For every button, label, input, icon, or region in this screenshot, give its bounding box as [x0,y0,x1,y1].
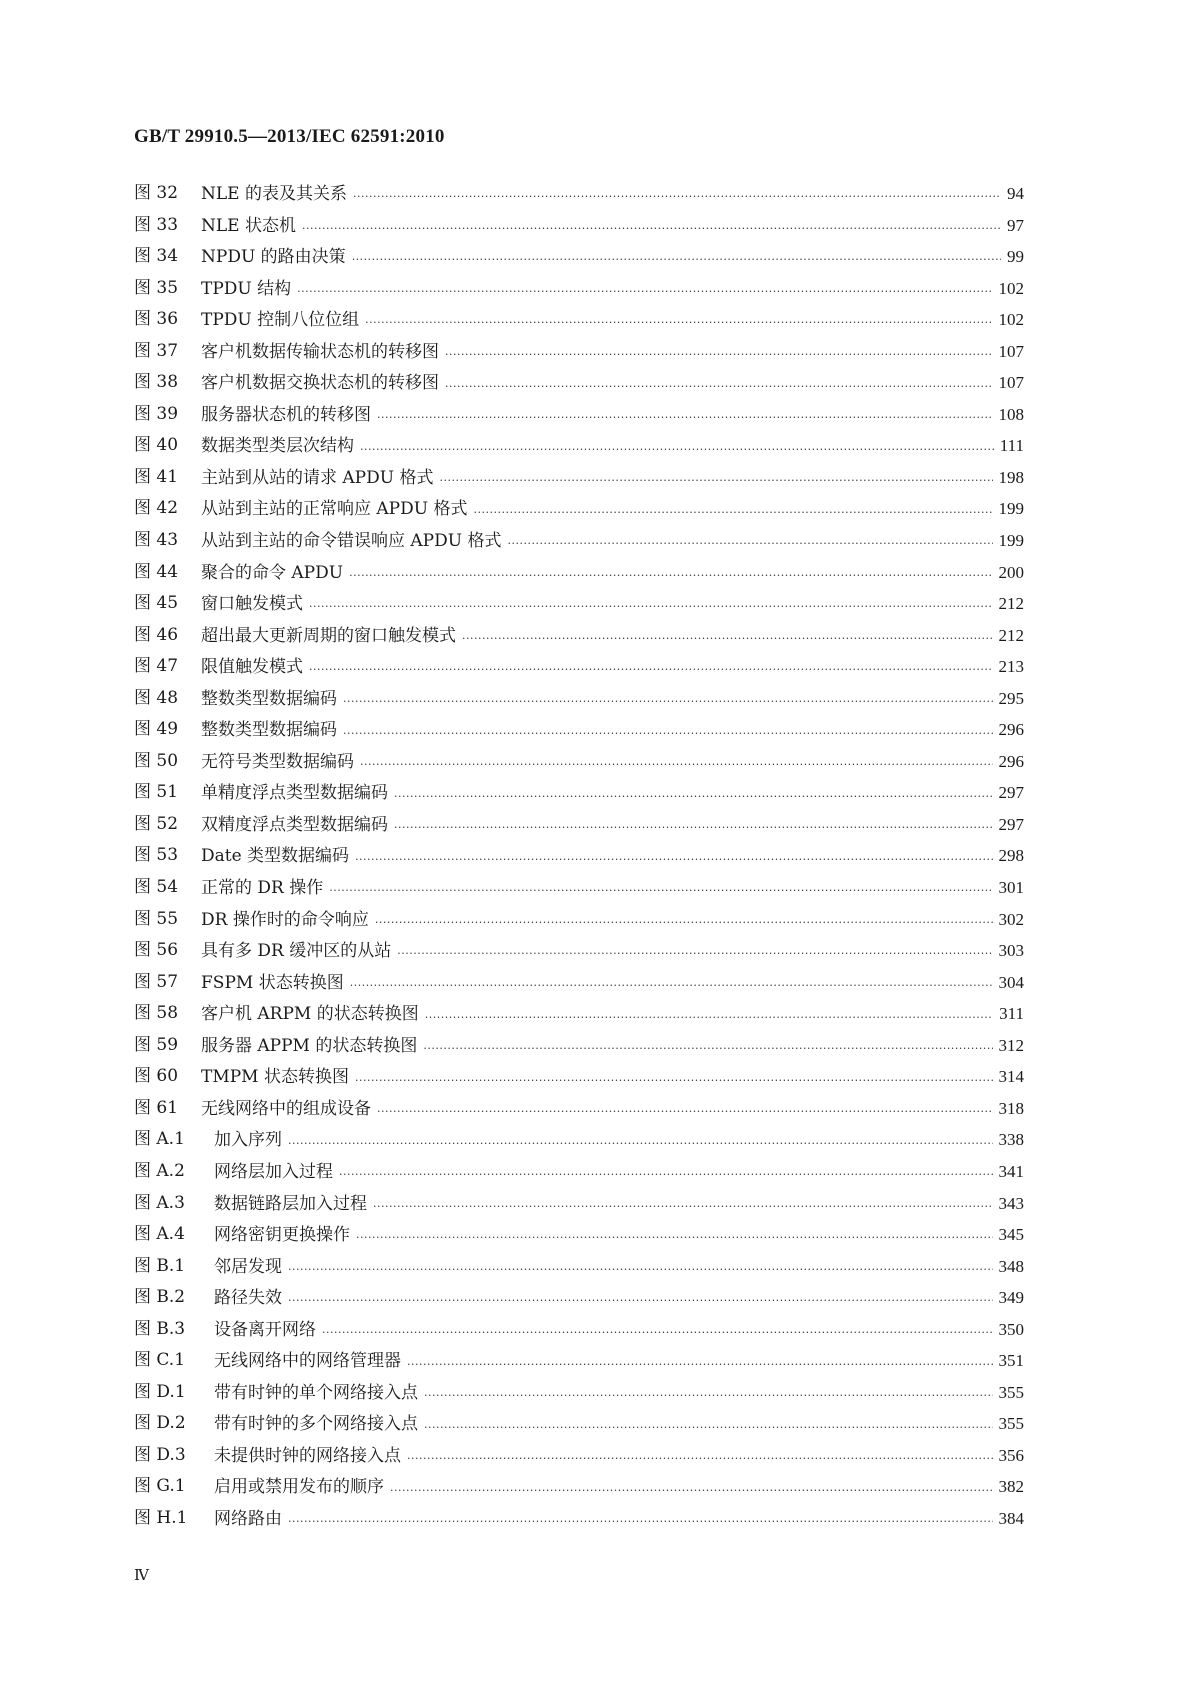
dot-leader [423,1043,992,1055]
entry-title-line [214,1377,1024,1410]
entry-title-line [214,1408,1024,1441]
figure-title: 正常的 DR 操作 [201,878,324,899]
figure-number: 图 40 [134,435,179,456]
dot-leader [407,1453,993,1465]
page-number: 304 [998,972,1024,992]
dot-leader [445,381,993,393]
figure-title: 客户机 ARPM 的状态转换图 [201,1004,419,1025]
page-number: 351 [998,1351,1024,1371]
toc-entry[interactable] [134,714,1024,746]
dot-leader [288,1264,993,1276]
figure-title: 无符号类型数据编码 [201,751,354,772]
figure-title: NLE 的表及其关系 [201,184,347,204]
page-number: 338 [998,1130,1024,1150]
entry-title-line [201,210,1024,243]
page-number: 296 [998,751,1024,771]
toc-entry[interactable] [134,967,1024,999]
entry-title-line [201,651,1024,684]
figure-number: 图 61 [134,1097,179,1118]
entry-title-line [214,1188,1024,1221]
dot-leader [288,1295,993,1307]
figure-title: 数据类型类层次结构 [201,436,354,457]
entry-title-line [201,304,1024,337]
figure-title: 启用或禁用发布的顺序 [214,1477,384,1498]
page-number: 199 [998,499,1024,519]
toc-entry[interactable] [134,1503,1024,1535]
entry-title-line [201,525,1024,558]
figure-title: 限值触发模式 [201,657,303,678]
page-number: 341 [998,1161,1024,1181]
toc-entry[interactable] [134,651,1024,683]
figure-number: 图 47 [134,656,179,677]
dot-leader [394,822,993,834]
page-number: 356 [998,1445,1024,1465]
page-number: 303 [998,941,1024,961]
entry-title-line [214,1219,1024,1252]
figure-title: 网络密钥更换操作 [214,1225,350,1246]
toc-entry[interactable] [134,1124,1024,1156]
toc-entry[interactable] [134,1251,1024,1283]
entry-title-line [214,1251,1024,1284]
toc-entry[interactable] [134,809,1024,841]
dot-leader [356,1232,993,1244]
entry-title-line [201,336,1024,369]
page-number: 200 [998,562,1024,582]
figure-number: 图 56 [134,940,179,961]
figure-number: 图 C.1 [134,1350,186,1371]
entry-title-line [201,809,1024,842]
figure-title: 无线网络中的网络管理器 [214,1351,401,1372]
figure-number: 图 36 [134,309,179,330]
figure-title: 客户机数据传输状态机的转移图 [201,341,439,362]
figure-title: DR 操作时的命令响应 [201,909,369,930]
entry-title-line [201,367,1024,400]
figure-number: 图 42 [134,498,179,519]
page-number: 384 [998,1508,1024,1528]
dot-leader [462,633,993,645]
page-number: 198 [998,467,1024,487]
entry-title-line [214,1345,1024,1378]
page-number: 302 [998,909,1024,929]
page-number: 213 [998,657,1024,677]
entry-title-line [201,777,1024,810]
page-number: 297 [998,814,1024,834]
entry-title-line [201,935,1024,968]
figure-title: 加入序列 [214,1130,282,1151]
toc-entry[interactable] [134,777,1024,809]
figure-title: 从站到主站的命令错误响应 APDU 格式 [201,531,502,552]
page-number: 355 [998,1414,1024,1434]
dot-leader [507,538,992,550]
page-number: 343 [998,1193,1024,1213]
page-number: 94 [1007,184,1024,203]
page-number: 111 [999,436,1024,456]
toc-entry[interactable] [134,367,1024,399]
figure-number: 图 59 [134,1034,179,1055]
dot-leader [355,854,992,866]
figure-number: 图 41 [134,466,179,487]
figure-title: 具有多 DR 缓冲区的从站 [201,941,392,962]
page-number: 97 [1007,215,1024,235]
dot-leader [322,1327,993,1339]
figure-title: 未提供时钟的网络接入点 [214,1445,401,1466]
figure-title: 主站到从站的请求 APDU 格式 [201,467,434,488]
entry-title-line [201,493,1024,526]
toc-entry[interactable] [134,525,1024,557]
toc-entry[interactable] [134,210,1024,242]
figure-number: 图 A.3 [134,1192,185,1213]
figure-title: 数据链路层加入过程 [214,1193,367,1214]
page-number: 350 [998,1319,1024,1339]
page-number: 348 [998,1256,1024,1276]
toc-entry[interactable] [134,1093,1024,1125]
figure-title: TPDU 结构 [201,278,292,299]
page-number: 108 [998,404,1024,424]
figure-number: 图 54 [134,877,179,898]
toc-entry[interactable] [134,998,1024,1030]
page-number: 345 [998,1225,1024,1245]
figure-title: FSPM 状态转换图 [201,972,344,993]
toc-entry[interactable] [134,1377,1024,1409]
figure-number: 图 D.2 [134,1413,186,1434]
dot-leader [445,349,993,361]
toc-entry[interactable] [134,935,1024,967]
entry-title-line [201,462,1024,495]
toc-entry[interactable] [134,462,1024,494]
dot-leader [329,885,992,897]
figure-title: TPDU 控制八位位组 [201,310,360,331]
entry-title-line [201,904,1024,937]
entry-title-line [201,273,1024,306]
figure-title: 整数类型数据编码 [201,688,337,709]
toc-entry[interactable] [134,588,1024,620]
toc-entry[interactable] [134,872,1024,904]
figure-number: 图 A.4 [134,1224,185,1245]
dot-leader [350,980,993,992]
entry-title-line [214,1471,1024,1504]
page-number: 314 [998,1067,1024,1087]
toc-entry[interactable] [134,1030,1024,1062]
figure-title: 路径失效 [214,1288,282,1309]
toc-entry[interactable] [134,1156,1024,1188]
figure-number: 图 44 [134,561,179,582]
toc-entry[interactable] [134,683,1024,715]
page-number: 296 [998,720,1024,740]
figure-title: Date 类型数据编码 [201,846,350,867]
dot-leader [309,664,993,676]
dot-leader [343,696,993,708]
page-number: 295 [998,688,1024,708]
figure-title: 窗口触发模式 [201,594,303,615]
dot-leader [365,317,992,329]
page-number: 312 [998,1035,1024,1055]
figure-title: 网络路由 [214,1508,282,1529]
dot-leader [377,1106,993,1118]
figure-number: 图 B.3 [134,1318,186,1339]
page-number: 382 [998,1477,1024,1497]
figure-number: 图 A.2 [134,1160,185,1181]
entry-title-line [214,1503,1024,1536]
entry-title-line [201,620,1024,653]
dot-leader [353,191,1001,203]
dot-leader [288,1516,993,1528]
figure-number: 图 33 [134,214,179,235]
figure-number: 图 32 [134,183,179,203]
dot-leader [473,507,992,519]
page-number: 297 [998,783,1024,803]
page-number: 199 [998,531,1024,551]
figure-title: 邻居发现 [214,1256,282,1277]
toc-entry[interactable] [134,493,1024,525]
toc-entry[interactable] [134,746,1024,778]
dot-leader [394,791,993,803]
dot-leader [339,1169,993,1181]
page-number: 107 [998,341,1024,361]
entry-title-line [201,683,1024,716]
entry-title-line [201,967,1024,1000]
figure-number: 图 49 [134,719,179,740]
entry-title-line [201,557,1024,590]
figure-number: 图 43 [134,530,179,551]
entry-title-line [201,840,1024,873]
entry-title-line [201,1061,1024,1094]
dot-leader [424,1390,993,1402]
entry-title-line [201,714,1024,747]
figure-title: 单精度浮点类型数据编码 [201,783,388,804]
entry-title-line [201,746,1024,779]
entry-title-line [201,178,1024,211]
entry-title-line [201,430,1024,463]
figure-number: 图 D.1 [134,1381,186,1402]
figure-title: 网络层加入过程 [214,1161,333,1182]
figure-number: 图 G.1 [134,1476,186,1497]
figure-title: 服务器状态机的转移图 [201,404,371,425]
figure-number: 图 B.1 [134,1255,186,1276]
figure-number: 图 35 [134,277,179,298]
figure-number: 图 38 [134,372,179,393]
dot-leader [407,1359,993,1371]
dot-leader [302,223,1001,235]
figure-number: 图 37 [134,340,179,361]
figure-title: 客户机数据交换状态机的转移图 [201,373,439,394]
toc-entry[interactable] [134,557,1024,589]
entry-title-line [214,1156,1024,1189]
figure-number: 图 46 [134,624,179,645]
dot-leader [343,728,993,740]
dot-leader [425,1012,993,1024]
figure-number: 图 58 [134,1003,179,1024]
toc-entry[interactable] [134,1345,1024,1377]
page-number: 301 [998,878,1024,898]
page-number: 311 [999,1004,1024,1024]
figure-number: 图 53 [134,845,179,866]
toc-entry[interactable] [134,1440,1024,1472]
figure-title: NPDU 的路由决策 [201,247,346,268]
toc-entry[interactable] [134,620,1024,652]
dot-leader [288,1138,993,1150]
figure-number: 图 D.3 [134,1444,186,1465]
figure-title: NLE 状态机 [201,215,296,236]
toc-entry[interactable] [134,273,1024,305]
figure-number: 图 39 [134,403,179,424]
toc-entry[interactable] [134,1408,1024,1440]
dot-leader [377,412,993,424]
figure-title: 无线网络中的组成设备 [201,1098,371,1119]
figure-title: TMPM 状态转换图 [201,1067,349,1088]
dot-leader [309,601,993,613]
entry-title-line [201,588,1024,621]
figure-number: 图 45 [134,593,179,614]
figure-number: 图 34 [134,246,179,267]
toc-entry[interactable] [134,1282,1024,1314]
page-number: 298 [998,846,1024,866]
toc-entry[interactable] [134,840,1024,872]
figure-title: 带有时钟的单个网络接入点 [214,1382,418,1403]
toc-entry[interactable] [134,336,1024,368]
figure-title: 从站到主站的正常响应 APDU 格式 [201,499,468,520]
figure-number: 图 50 [134,750,179,771]
entry-title-line [201,1093,1024,1126]
dot-leader [439,475,992,487]
figure-title: 设备离开网络 [214,1319,316,1340]
figure-title: 带有时钟的多个网络接入点 [214,1414,418,1435]
toc-entry[interactable] [134,1314,1024,1346]
dot-leader [352,254,1001,266]
figure-number: 图 60 [134,1066,179,1087]
dot-leader [373,1201,993,1213]
figure-number: 图 48 [134,687,179,708]
figure-title: 超出最大更新周期的窗口触发模式 [201,625,456,646]
page-number: 102 [998,278,1024,298]
dot-leader [355,1075,993,1087]
figure-number: 图 B.2 [134,1287,186,1308]
page-number: 212 [998,594,1024,614]
figure-title: 服务器 APPM 的状态转换图 [201,1035,418,1056]
entry-title-line [214,1440,1024,1473]
figure-number: 图 H.1 [134,1507,188,1528]
dot-leader [397,948,992,960]
toc-entry[interactable] [134,399,1024,431]
figure-title: 整数类型数据编码 [201,720,337,741]
list-of-figures [134,178,1024,1535]
toc-entry[interactable] [134,1471,1024,1503]
figure-number: 图 A.1 [134,1129,185,1150]
dot-leader [297,286,992,298]
figure-number: 图 57 [134,971,179,992]
entry-title-line [214,1124,1024,1157]
entry-title-line [201,872,1024,905]
page-number: 318 [998,1098,1024,1118]
entry-title-line [201,399,1024,432]
dot-leader [390,1485,993,1497]
figure-number: 图 52 [134,813,179,834]
figure-number: 图 55 [134,908,179,929]
figure-title: 双精度浮点类型数据编码 [201,814,388,835]
page-number: 349 [998,1288,1024,1308]
toc-entry[interactable] [134,1188,1024,1220]
figure-title: 聚合的命令 APDU [201,562,344,583]
page-number-footer: Ⅳ [134,1568,149,1584]
toc-entry[interactable] [134,304,1024,336]
toc-entry[interactable] [134,1061,1024,1093]
dot-leader [424,1422,993,1434]
toc-entry[interactable] [134,1219,1024,1251]
dot-leader [349,570,992,582]
entry-title-line [214,1314,1024,1347]
entry-title-line [201,1030,1024,1063]
toc-entry[interactable] [134,178,1024,210]
toc-entry[interactable] [134,430,1024,462]
toc-entry[interactable] [134,241,1024,273]
page-number: 107 [998,373,1024,393]
entry-title-line [214,1282,1024,1315]
toc-entry[interactable] [134,904,1024,936]
figure-number: 图 51 [134,782,179,803]
page-number: 355 [998,1382,1024,1402]
entry-title-line [201,998,1024,1031]
document-header: GB/T 29910.5—2013/IEC 62591:2010 [134,126,445,147]
page-number: 99 [1007,247,1024,267]
page-number: 102 [998,310,1024,330]
page-number: 212 [998,625,1024,645]
dot-leader [360,444,994,456]
dot-leader [375,917,993,929]
entry-title-line [201,241,1024,274]
dot-leader [360,759,993,771]
